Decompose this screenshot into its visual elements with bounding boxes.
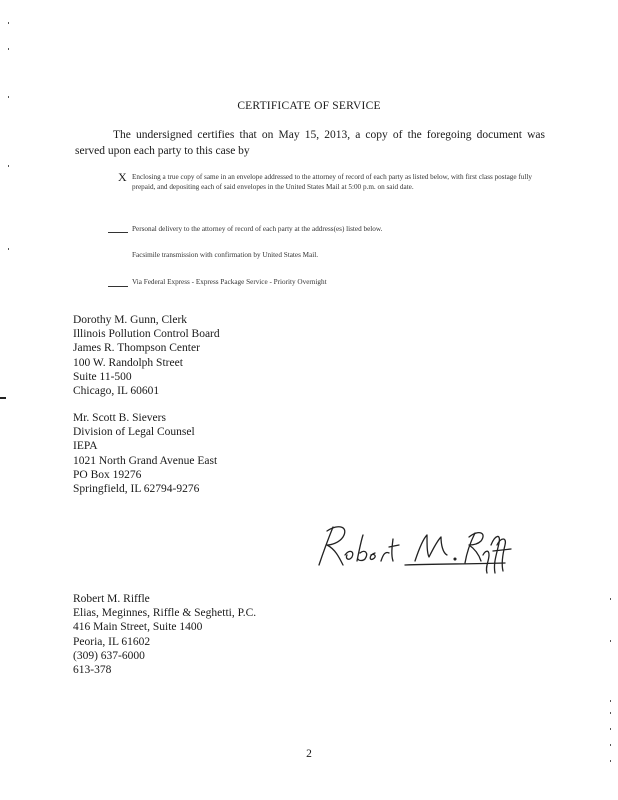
address-line: Springfield, IL 62794-9276	[73, 483, 200, 496]
address-line: 1021 North Grand Avenue East	[73, 454, 218, 467]
phone-number: (309) 637-6000	[73, 649, 145, 662]
page-number: 2	[306, 748, 312, 760]
scan-dot	[610, 760, 611, 762]
scan-dot	[8, 48, 9, 50]
recipient-address-block	[73, 411, 217, 496]
address-line: Suite 11-500	[73, 370, 132, 383]
recipient-address-block	[73, 313, 220, 398]
address-line: Peoria, IL 61602	[73, 635, 151, 648]
service-option-blank	[108, 232, 128, 233]
scan-dot	[610, 728, 611, 730]
signer-address-block	[73, 592, 256, 677]
scan-dot	[610, 744, 611, 746]
address-line: Illinois Pollution Control Board	[73, 328, 220, 341]
signer-name: Robert M. Riffle	[73, 593, 150, 605]
address-line: Dorothy M. Gunn, Clerk	[73, 314, 188, 326]
address-line: James R. Thompson Center	[73, 342, 200, 355]
scan-dot	[8, 22, 9, 24]
address-line: Division of Legal Counsel	[73, 426, 195, 439]
service-option-blank	[108, 286, 128, 287]
scan-dot	[8, 248, 9, 250]
certificate-title: CERTIFICATE OF SERVICE	[237, 100, 381, 112]
reference-number: 613-378	[73, 664, 112, 677]
service-option-text: Enclosing a true copy of same in an envelope addressed to the attorney of record of each party as listed below, with first class postage fully prepaid, and depositing each of said envelopes in the United States Mail at 5:00 p.m. on said date.	[132, 173, 532, 191]
scan-dot	[610, 598, 611, 600]
firm-name: Elias, Meginnes, Riffle & Seghetti, P.C.	[73, 607, 257, 620]
address-line: Mr. Scott B. Sievers	[73, 412, 166, 424]
service-option-text: Personal delivery to the attorney of record of each party at the address(es) listed below.	[132, 225, 383, 233]
scan-mark	[0, 397, 6, 399]
address-line: 100 W. Randolph Street	[73, 356, 183, 369]
scan-dot	[8, 165, 9, 167]
certificate-intro: The undersigned certifies that on May 15, 2013, a copy of the foregoing document was served upon each party to this case by	[75, 129, 545, 157]
address-line: IEPA	[73, 440, 98, 453]
scan-dot	[8, 96, 9, 98]
scan-dot	[610, 640, 611, 642]
service-option-mark: X	[118, 170, 127, 184]
service-option-text: Via Federal Express - Express Package Service - Priority Overnight	[132, 278, 327, 286]
address-line: Chicago, IL 60601	[73, 385, 160, 398]
address-line: PO Box 19276	[73, 468, 142, 481]
scan-dot	[610, 712, 611, 714]
address-line: 416 Main Street, Suite 1400	[73, 621, 203, 634]
scan-dot	[610, 700, 611, 702]
handwritten-signature	[305, 515, 520, 577]
service-option-text: Facsimile transmission with confirmation by United States Mail.	[132, 251, 319, 259]
